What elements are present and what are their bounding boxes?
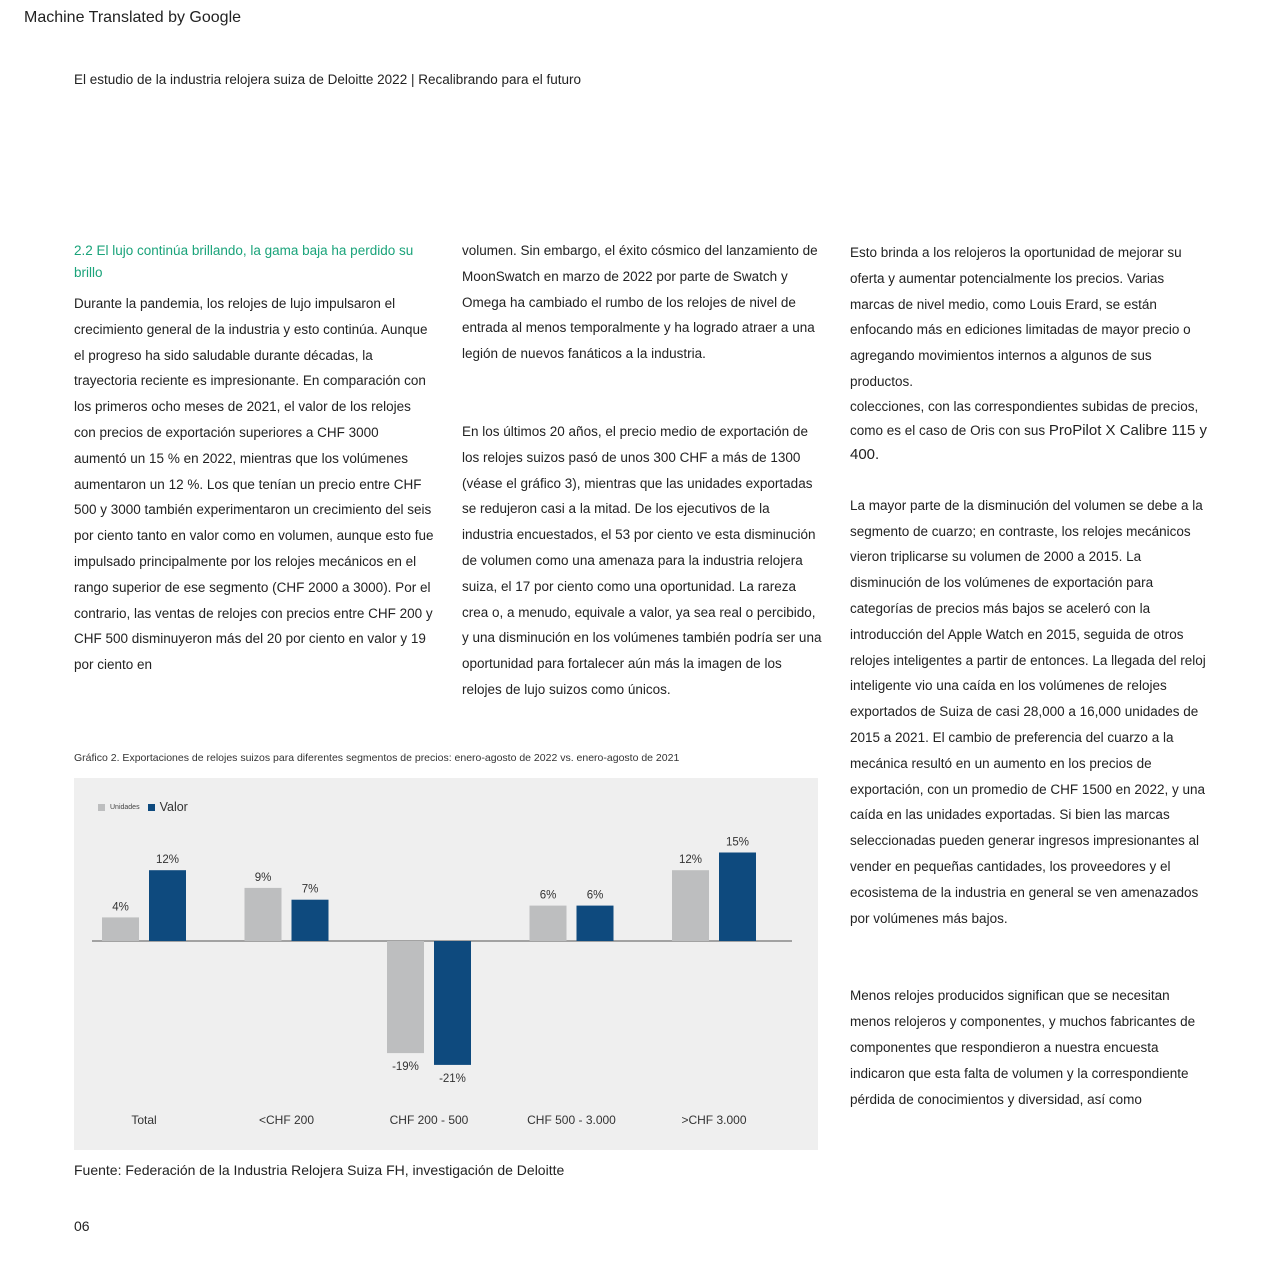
bar-unidades-4 bbox=[530, 906, 567, 941]
data-label: 4% bbox=[112, 901, 129, 914]
data-label: 12% bbox=[678, 854, 703, 867]
data-label: 6% bbox=[539, 889, 557, 902]
section-heading: 2.2 El lujo continúa brillando, la gama baja ha perdido su brillo bbox=[74, 243, 414, 280]
data-label: 12% bbox=[155, 854, 180, 867]
column-2 bbox=[462, 238, 822, 703]
category-label: CHF 500 - 3.000 bbox=[527, 1113, 616, 1127]
chart-caption: Gráfico 2. Exportaciones de relojes suizos para diferentes segmentos de precios: enero-agosto de 2022 vs. enero-agosto de 2021 bbox=[74, 752, 680, 764]
source-note: Fuente: Federación de la Industria Relojera Suiza FH, investigación de Deloitte bbox=[74, 1162, 565, 1178]
bar-chart bbox=[74, 778, 818, 1150]
bar-unidades-3 bbox=[387, 941, 424, 1053]
bar-valor-5 bbox=[719, 853, 756, 942]
data-label: 15% bbox=[725, 836, 750, 849]
column-3-paragraph-1: Esto brinda a los relojeros la oportunidad de mejorar su oferta y aumentar potencialmente los precios. Varias marcas de nivel medio, como Louis Erard, se están enfocando más en ediciones limitadas de mayor precio o agregando movimientos internos a algunos de sus productos. bbox=[850, 245, 1191, 389]
data-label: -19% bbox=[392, 1061, 419, 1074]
bar-valor-2 bbox=[292, 900, 329, 941]
legend-label-unidades: Unidades bbox=[110, 803, 140, 811]
column-3-paragraph-2 bbox=[850, 395, 1210, 467]
category-label: >CHF 3.000 bbox=[681, 1113, 747, 1127]
category-label: <CHF 200 bbox=[258, 1113, 315, 1127]
category-label: CHF 200 - 500 bbox=[389, 1113, 469, 1127]
legend-label-valor: Valor bbox=[159, 800, 188, 814]
bar-valor-1 bbox=[149, 870, 186, 941]
column-3-paragraph-4: Menos relojes producidos significan que se necesitan menos relojeros y componentes, y muchos fabricantes de componentes que respondieron a nuestra encuesta indicaron que esta falta de volumen y la correspondiente pérdida de conocimientos y diversidad, así como bbox=[850, 988, 1196, 1107]
data-label: -21% bbox=[439, 1072, 466, 1085]
column-1 bbox=[74, 240, 434, 678]
column-2-paragraph-1: volumen. Sin embargo, el éxito cósmico del lanzamiento de MoonSwatch en marzo de 2022 por parte de Swatch y Omega ha cambiado el rumbo de los relojes de nivel de entrada al menos temporalmente y ha logrado atraer a una legión de nuevos fanáticos a la industria. bbox=[462, 243, 818, 362]
data-label: 9% bbox=[254, 871, 272, 884]
running-head: El estudio de la industria relojera suiza de Deloitte 2022 | Recalibrando para el futuro bbox=[74, 72, 582, 87]
column-3-paragraph-3: La mayor parte de la disminución del volumen se debe a la segmento de cuarzo; en contraste, los relojes mecánicos vieron triplicarse su volumen de 2000 a 2015. La disminución de los volúmenes de exportación para categorías de precios más bajos se aceleró con la introducción del Apple Watch en 2015, seguida de otros relojes inteligentes a partir de entonces. La llegada del reloj inteligente vio una caída en los volúmenes de relojes exportados de Suiza de casi 28,000 a 16,000 unidades de 2015 a 2021. El cambio de preferencia del cuarzo a la mecánica resultó en un aumento en los precios de exportación, con un promedio de CHF 1500 en 2022, y una caída en las unidades exportadas. Si bien las marcas seleccionadas pueden generar ingresos impresionantes al vender en pequeñas cantidades, los proveedores y el ecosistema de la industria en general se ven amenazados por volúmenes más bajos. bbox=[850, 497, 1206, 926]
bar-unidades-1 bbox=[102, 917, 139, 941]
model-name: ProPilot X Calibre 115 y 400. bbox=[850, 421, 1207, 463]
data-label: 7% bbox=[301, 883, 319, 896]
category-label: Total bbox=[131, 1113, 157, 1127]
chart-canvas bbox=[74, 778, 818, 1150]
bar-unidades-2 bbox=[245, 888, 282, 941]
data-label: 6% bbox=[586, 889, 604, 902]
page-number: 06 bbox=[74, 1218, 90, 1234]
column-3-paragraph-2-text: colecciones, con las correspondientes subidas de precios, como es el caso de Oris con sus bbox=[850, 398, 1199, 438]
column-1-paragraph: Durante la pandemia, los relojes de lujo impulsaron el crecimiento general de la industria y esto continúa. Aunque el progreso ha sido saludable durante décadas, la trayectoria reciente es impresionante. En comparación con los primeros ocho meses de 2021, el valor de los relojes con precios de exportación superiores a CHF 3000 aumentó un 15 % en 2022, mientras que los volúmenes aumentaron un 12 %. Los que tenían un precio entre CHF 500 y 3000 también experimentaron un crecimiento del seis por ciento tanto en valor como en volumen, aunque esto fue impulsado principalmente por los relojes mecánicos en el rango superior de ese segmento (CHF 2000 a 3000). Por el contrario, las ventas de relojes con precios entre CHF 200 y CHF 500 disminuyeron más del 20 por ciento en valor y 19 por ciento en bbox=[74, 296, 434, 673]
bar-valor-3 bbox=[434, 941, 471, 1065]
column-3 bbox=[850, 240, 1210, 1112]
machine-translation-banner: Machine Translated by Google bbox=[24, 9, 242, 26]
bar-unidades-5 bbox=[672, 870, 709, 941]
bar-valor-4 bbox=[577, 906, 614, 941]
column-2-paragraph-2: En los últimos 20 años, el precio medio de exportación de los relojes suizos pasó de unos 300 CHF a más de 1300 (véase el gráfico 3), mientras que las unidades exportadas se redujeron casi a la mitad. De los ejecutivos de la industria encuestados, el 53 por ciento ve esta disminución de volumen como una amenaza para la industria relojera suiza, el 17 por ciento como una oportunidad. La rareza crea o, a menudo, equivale a valor, ya sea real o percibido, y una disminución en los volúmenes también podría ser una oportunidad para fortalecer aún más la imagen de los relojes de lujo suizos como únicos. bbox=[462, 423, 822, 697]
